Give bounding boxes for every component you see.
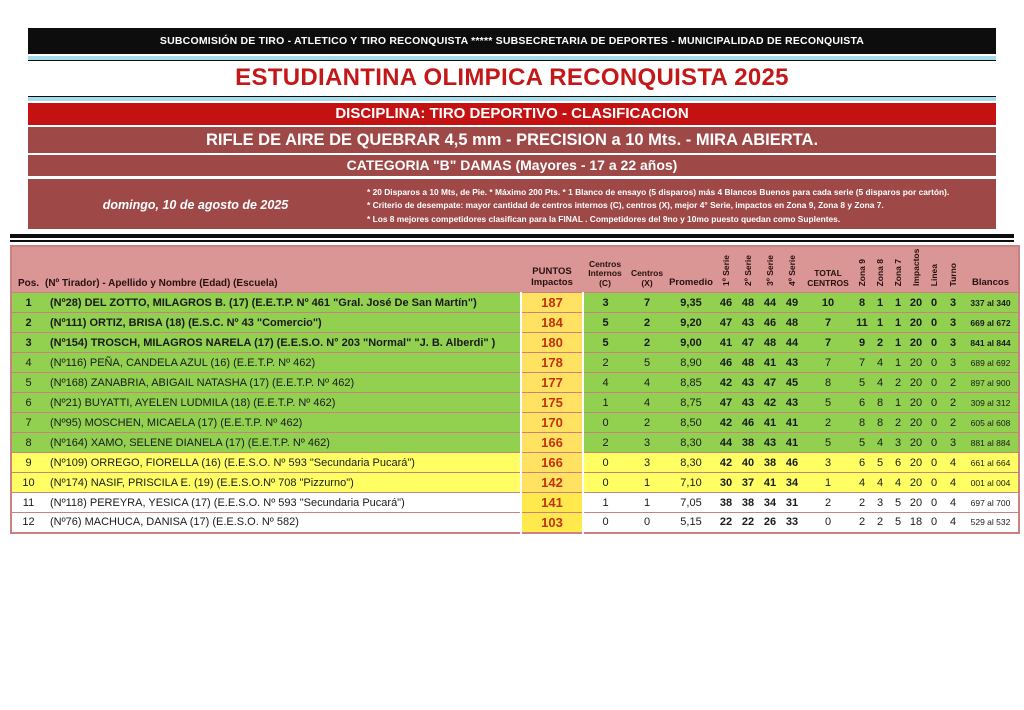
cell-serie-1: 46 <box>715 293 737 313</box>
cell-shooter-name: (Nº109) ORREGO, FIORELLA (16) (E.E.S.O. Nº 593 "Secundaria Pucará") <box>45 453 521 473</box>
cell-total-centros: 2 <box>803 493 853 513</box>
cell-serie-4: 34 <box>781 473 803 493</box>
cell-linea: 0 <box>925 333 943 353</box>
cell-total-centros: 5 <box>803 433 853 453</box>
page-title: ESTUDIANTINA OLIMPICA RECONQUISTA 2025 <box>235 64 789 91</box>
table-row <box>11 373 1019 393</box>
cell-impactos: 18 <box>907 513 925 533</box>
note-line: * 20 Disparos a 10 Mts, de Pie. * Máximo 200 Pts. * 1 Blanco de ensayo (5 disparos) más 4 Blancos Buenos para cada serie (5 disparos por cartón). <box>367 187 950 197</box>
separator-lines <box>10 234 1014 242</box>
cell-zona-9: 2 <box>853 493 871 513</box>
cell-serie-4: 48 <box>781 313 803 333</box>
cell-serie-2: 48 <box>737 293 759 313</box>
cell-zona-7: 1 <box>889 393 907 413</box>
cell-linea: 0 <box>925 453 943 473</box>
header-puntos: PUNTOS Impactos <box>521 246 583 293</box>
cell-pos: 5 <box>11 373 45 393</box>
cell-pos: 7 <box>11 413 45 433</box>
table-row <box>11 513 1019 533</box>
cell-zona-9: 4 <box>853 473 871 493</box>
cell-centros-x: 4 <box>627 373 667 393</box>
cell-total-centros: 5 <box>803 393 853 413</box>
cell-serie-1: 47 <box>715 393 737 413</box>
cell-impactos: 20 <box>907 293 925 313</box>
cell-serie-1: 42 <box>715 373 737 393</box>
cell-serie-3: 46 <box>759 313 781 333</box>
cell-shooter-name: (Nº164) XAMO, SELENE DIANELA (17) (E.E.T.P. Nº 462) <box>45 433 521 453</box>
cell-zona-8: 8 <box>871 413 889 433</box>
cell-linea: 0 <box>925 313 943 333</box>
cell-serie-4: 41 <box>781 413 803 433</box>
cell-serie-3: 41 <box>759 413 781 433</box>
cell-turno: 3 <box>943 353 963 373</box>
cell-shooter-name: (Nº111) ORTIZ, BRISA (18) (E.S.C. Nº 43 "Comercio") <box>45 313 521 333</box>
cell-puntos: 180 <box>521 333 583 353</box>
cell-blancos: 841 al 844 <box>963 333 1019 353</box>
cell-blancos: 605 al 608 <box>963 413 1019 433</box>
cell-impactos: 20 <box>907 433 925 453</box>
cell-pos: 6 <box>11 393 45 413</box>
results-tbody <box>11 293 1019 533</box>
header-serie-3: 3º Serie <box>759 246 781 293</box>
cell-puntos: 175 <box>521 393 583 413</box>
cell-blancos: 897 al 900 <box>963 373 1019 393</box>
cell-zona-9: 5 <box>853 373 871 393</box>
cell-zona-8: 2 <box>871 513 889 533</box>
cell-puntos: 187 <box>521 293 583 313</box>
cell-promedio: 9,20 <box>667 313 715 333</box>
cell-promedio: 9,35 <box>667 293 715 313</box>
cell-zona-7: 4 <box>889 473 907 493</box>
cell-serie-3: 41 <box>759 473 781 493</box>
cell-centros-x: 3 <box>627 453 667 473</box>
cell-serie-4: 43 <box>781 393 803 413</box>
cell-serie-3: 34 <box>759 493 781 513</box>
cell-shooter-name: (Nº95) MOSCHEN, MICAELA (17) (E.E.T.P. Nº 462) <box>45 413 521 433</box>
table-row <box>11 493 1019 513</box>
cell-turno: 2 <box>943 393 963 413</box>
cell-pos: 2 <box>11 313 45 333</box>
cell-serie-4: 44 <box>781 333 803 353</box>
cell-serie-2: 48 <box>737 353 759 373</box>
cell-serie-3: 26 <box>759 513 781 533</box>
table-row <box>11 353 1019 373</box>
cell-promedio: 8,75 <box>667 393 715 413</box>
cell-zona-8: 8 <box>871 393 889 413</box>
cell-total-centros: 7 <box>803 313 853 333</box>
cell-centros-internos: 1 <box>583 493 627 513</box>
cell-serie-3: 41 <box>759 353 781 373</box>
cell-zona-8: 4 <box>871 433 889 453</box>
cell-serie-1: 41 <box>715 333 737 353</box>
cell-blancos: 001 al 004 <box>963 473 1019 493</box>
header-serie-2: 2º Serie <box>737 246 759 293</box>
cell-impactos: 20 <box>907 333 925 353</box>
cell-serie-1: 38 <box>715 493 737 513</box>
cell-centros-internos: 0 <box>583 453 627 473</box>
cell-blancos: 337 al 340 <box>963 293 1019 313</box>
cell-promedio: 8,85 <box>667 373 715 393</box>
cell-serie-2: 46 <box>737 413 759 433</box>
event-bar: RIFLE DE AIRE DE QUEBRAR 4,5 mm - PRECISION a 10 Mts. - MIRA ABIERTA. <box>28 127 996 153</box>
cell-linea: 0 <box>925 513 943 533</box>
cell-zona-9: 7 <box>853 353 871 373</box>
header-total-centros: TOTAL CENTROS <box>803 246 853 293</box>
cell-centros-x: 7 <box>627 293 667 313</box>
table-row <box>11 333 1019 353</box>
cell-serie-4: 46 <box>781 453 803 473</box>
cell-turno: 4 <box>943 473 963 493</box>
cell-promedio: 8,30 <box>667 453 715 473</box>
cell-serie-3: 38 <box>759 453 781 473</box>
cell-impactos: 20 <box>907 313 925 333</box>
cell-centros-x: 0 <box>627 513 667 533</box>
cell-impactos: 20 <box>907 493 925 513</box>
cell-serie-3: 42 <box>759 393 781 413</box>
cell-serie-4: 31 <box>781 493 803 513</box>
cell-zona-9: 8 <box>853 293 871 313</box>
cell-zona-8: 1 <box>871 293 889 313</box>
cell-centros-x: 4 <box>627 393 667 413</box>
note-line: * Criterio de desempate: mayor cantidad de centros internos (C), centros (X), mejor 4° Serie, impactos en Zona 9, Zona 8 y Zona 7. <box>367 200 884 211</box>
cell-zona-7: 3 <box>889 433 907 453</box>
cell-centros-internos: 5 <box>583 333 627 353</box>
header-linea: Linea <box>925 246 943 293</box>
table-row <box>11 453 1019 473</box>
header-centros-x: Centros (X) <box>627 246 667 293</box>
cell-promedio: 8,30 <box>667 433 715 453</box>
cell-serie-2: 38 <box>737 433 759 453</box>
cell-impactos: 20 <box>907 393 925 413</box>
cell-puntos: 141 <box>521 493 583 513</box>
cell-pos: 10 <box>11 473 45 493</box>
header-zona-8: Zona 8 <box>871 246 889 293</box>
cell-shooter-name: (Nº116) PEÑA, CANDELA AZUL (16) (E.E.T.P. Nº 462) <box>45 353 521 373</box>
cell-serie-3: 43 <box>759 433 781 453</box>
notes-bar <box>28 179 996 229</box>
cell-centros-internos: 0 <box>583 413 627 433</box>
cell-linea: 0 <box>925 373 943 393</box>
cell-pos: 4 <box>11 353 45 373</box>
table-header-row <box>11 246 1019 293</box>
cell-pos: 3 <box>11 333 45 353</box>
cell-total-centros: 1 <box>803 473 853 493</box>
cell-centros-internos: 4 <box>583 373 627 393</box>
cell-promedio: 8,50 <box>667 413 715 433</box>
cell-total-centros: 2 <box>803 413 853 433</box>
table-row <box>11 313 1019 333</box>
cell-pos: 9 <box>11 453 45 473</box>
cell-centros-internos: 2 <box>583 353 627 373</box>
cell-impactos: 20 <box>907 373 925 393</box>
cell-shooter-name: (Nº21) BUYATTI, AYELEN LUDMILA (18) (E.E.T.P. Nº 462) <box>45 393 521 413</box>
cell-blancos: 669 al 672 <box>963 313 1019 333</box>
cell-shooter-name: (Nº168) ZANABRIA, ABIGAIL NATASHA (17) (E.E.T.P. Nº 462) <box>45 373 521 393</box>
cell-puntos: 177 <box>521 373 583 393</box>
cell-pos: 12 <box>11 513 45 533</box>
cell-linea: 0 <box>925 393 943 413</box>
header-serie-1: 1º Serie <box>715 246 737 293</box>
header-promedio: Promedio <box>667 246 715 293</box>
cell-blancos: 689 al 692 <box>963 353 1019 373</box>
cell-blancos: 881 al 884 <box>963 433 1019 453</box>
cell-serie-1: 30 <box>715 473 737 493</box>
cell-serie-2: 37 <box>737 473 759 493</box>
cell-zona-9: 9 <box>853 333 871 353</box>
cell-puntos: 184 <box>521 313 583 333</box>
cell-serie-2: 38 <box>737 493 759 513</box>
cell-puntos: 142 <box>521 473 583 493</box>
cell-zona-7: 2 <box>889 373 907 393</box>
cell-turno: 3 <box>943 433 963 453</box>
cell-serie-2: 43 <box>737 313 759 333</box>
cell-turno: 4 <box>943 493 963 513</box>
cell-zona-7: 1 <box>889 313 907 333</box>
cell-total-centros: 7 <box>803 333 853 353</box>
cell-total-centros: 3 <box>803 453 853 473</box>
cell-promedio: 5,15 <box>667 513 715 533</box>
cell-linea: 0 <box>925 433 943 453</box>
cell-shooter-name: (Nº174) NASIF, PRISCILA E. (19) (E.E.S.O.Nº 708 "Pizzurno") <box>45 473 521 493</box>
cell-turno: 2 <box>943 373 963 393</box>
cell-zona-7: 1 <box>889 333 907 353</box>
cell-zona-8: 1 <box>871 313 889 333</box>
cell-turno: 3 <box>943 313 963 333</box>
cell-pos: 1 <box>11 293 45 313</box>
cell-zona-7: 6 <box>889 453 907 473</box>
cell-blancos: 697 al 700 <box>963 493 1019 513</box>
cell-zona-8: 4 <box>871 353 889 373</box>
cell-serie-4: 41 <box>781 433 803 453</box>
rules-notes <box>363 181 996 229</box>
event-date: domingo, 10 de agosto de 2025 <box>102 198 289 212</box>
cell-linea: 0 <box>925 413 943 433</box>
cell-zona-9: 6 <box>853 453 871 473</box>
header-pos: Pos. <box>11 246 45 293</box>
cell-centros-x: 3 <box>627 433 667 453</box>
cell-total-centros: 10 <box>803 293 853 313</box>
cell-zona-7: 5 <box>889 493 907 513</box>
cell-zona-7: 1 <box>889 353 907 373</box>
cell-zona-8: 4 <box>871 473 889 493</box>
cell-turno: 2 <box>943 413 963 433</box>
cell-linea: 0 <box>925 353 943 373</box>
cell-puntos: 166 <box>521 433 583 453</box>
cell-zona-7: 2 <box>889 413 907 433</box>
results-table <box>10 245 1020 534</box>
cell-centros-internos: 1 <box>583 393 627 413</box>
cell-pos: 8 <box>11 433 45 453</box>
cell-turno: 4 <box>943 453 963 473</box>
cell-centros-x: 5 <box>627 353 667 373</box>
cell-zona-9: 5 <box>853 433 871 453</box>
cell-serie-2: 22 <box>737 513 759 533</box>
table-row <box>11 393 1019 413</box>
cell-linea: 0 <box>925 493 943 513</box>
cell-linea: 0 <box>925 473 943 493</box>
cell-serie-4: 45 <box>781 373 803 393</box>
cell-serie-4: 43 <box>781 353 803 373</box>
cell-serie-3: 48 <box>759 333 781 353</box>
header-zona-7: Zona 7 <box>889 246 907 293</box>
cell-blancos: 529 al 532 <box>963 513 1019 533</box>
category-bar: CATEGORIA "B" DAMAS (Mayores - 17 a 22 años) <box>28 155 996 176</box>
cell-zona-7: 1 <box>889 293 907 313</box>
cell-zona-9: 8 <box>853 413 871 433</box>
cell-zona-9: 11 <box>853 313 871 333</box>
cell-centros-x: 1 <box>627 473 667 493</box>
cell-total-centros: 8 <box>803 373 853 393</box>
cell-blancos: 309 al 312 <box>963 393 1019 413</box>
discipline-bar: DISCIPLINA: TIRO DEPORTIVO - CLASIFICACION <box>28 103 996 125</box>
note-line: * Los 8 mejores competidores clasifican para la FINAL . Competidores del 9no y 10mo puesto quedan como Suplentes. <box>367 213 841 224</box>
cell-impactos: 20 <box>907 413 925 433</box>
cell-serie-1: 42 <box>715 413 737 433</box>
cell-serie-2: 43 <box>737 373 759 393</box>
header-zona-9: Zona 9 <box>853 246 871 293</box>
cell-promedio: 7,10 <box>667 473 715 493</box>
header-centros-internos: Centros Internos (C) <box>583 246 627 293</box>
cell-turno: 4 <box>943 513 963 533</box>
cell-centros-x: 1 <box>627 493 667 513</box>
header-blancos: Blancos <box>963 246 1019 293</box>
decorative-stripe-top <box>28 56 996 61</box>
cell-serie-1: 47 <box>715 313 737 333</box>
cell-puntos: 103 <box>521 513 583 533</box>
header-impactos: Impactos <box>907 246 925 293</box>
cell-centros-x: 2 <box>627 413 667 433</box>
table-row <box>11 413 1019 433</box>
cell-serie-2: 43 <box>737 393 759 413</box>
cell-turno: 3 <box>943 293 963 313</box>
cell-zona-9: 6 <box>853 393 871 413</box>
cell-puntos: 178 <box>521 353 583 373</box>
cell-serie-4: 49 <box>781 293 803 313</box>
cell-puntos: 166 <box>521 453 583 473</box>
cell-centros-internos: 0 <box>583 473 627 493</box>
cell-linea: 0 <box>925 293 943 313</box>
cell-impactos: 20 <box>907 453 925 473</box>
cell-turno: 3 <box>943 333 963 353</box>
cell-centros-x: 2 <box>627 313 667 333</box>
cell-shooter-name: (Nº28) DEL ZOTTO, MILAGROS B. (17) (E.E.T.P. Nº 461 "Gral. José De San Martín") <box>45 293 521 313</box>
cell-serie-1: 44 <box>715 433 737 453</box>
cell-zona-8: 3 <box>871 493 889 513</box>
cell-serie-1: 22 <box>715 513 737 533</box>
cell-impactos: 20 <box>907 473 925 493</box>
cell-impactos: 20 <box>907 353 925 373</box>
cell-serie-4: 33 <box>781 513 803 533</box>
header-turno: Turno <box>943 246 963 293</box>
cell-promedio: 9,00 <box>667 333 715 353</box>
decorative-stripe-bottom <box>28 96 996 101</box>
cell-zona-8: 2 <box>871 333 889 353</box>
header-serie-4: 4º Serie <box>781 246 803 293</box>
cell-serie-1: 42 <box>715 453 737 473</box>
cell-blancos: 661 al 664 <box>963 453 1019 473</box>
cell-centros-internos: 0 <box>583 513 627 533</box>
cell-serie-2: 47 <box>737 333 759 353</box>
cell-pos: 11 <box>11 493 45 513</box>
cell-serie-2: 40 <box>737 453 759 473</box>
cell-zona-8: 4 <box>871 373 889 393</box>
cell-total-centros: 0 <box>803 513 853 533</box>
cell-promedio: 8,90 <box>667 353 715 373</box>
table-row <box>11 433 1019 453</box>
cell-serie-3: 44 <box>759 293 781 313</box>
cell-shooter-name: (Nº76) MACHUCA, DANISA (17) (E.E.S.O. Nº 582) <box>45 513 521 533</box>
cell-serie-1: 46 <box>715 353 737 373</box>
cell-centros-x: 2 <box>627 333 667 353</box>
cell-promedio: 7,05 <box>667 493 715 513</box>
cell-centros-internos: 5 <box>583 313 627 333</box>
cell-serie-3: 47 <box>759 373 781 393</box>
table-row <box>11 473 1019 493</box>
cell-total-centros: 7 <box>803 353 853 373</box>
top-banner: SUBCOMISIÓN DE TIRO - ATLETICO Y TIRO RECONQUISTA ***** SUBSECRETARIA DE DEPORTES - MUNICIPALIDAD DE RECONQUISTA <box>28 28 996 54</box>
cell-centros-internos: 2 <box>583 433 627 453</box>
header-name: (Nº Tirador) - Apellido y Nombre (Edad) (Escuela) <box>45 246 521 293</box>
cell-shooter-name: (Nº154) TROSCH, MILAGROS NARELA (17) (E.E.S.O. N° 203 "Normal" "J. B. Alberdi" ) <box>45 333 521 353</box>
cell-zona-7: 5 <box>889 513 907 533</box>
cell-shooter-name: (Nº118) PEREYRA, YESICA (17) (E.E.S.O. Nº 593 "Secundaria Pucará") <box>45 493 521 513</box>
cell-puntos: 170 <box>521 413 583 433</box>
cell-zona-9: 2 <box>853 513 871 533</box>
table-row <box>11 293 1019 313</box>
cell-zona-8: 5 <box>871 453 889 473</box>
cell-centros-internos: 3 <box>583 293 627 313</box>
